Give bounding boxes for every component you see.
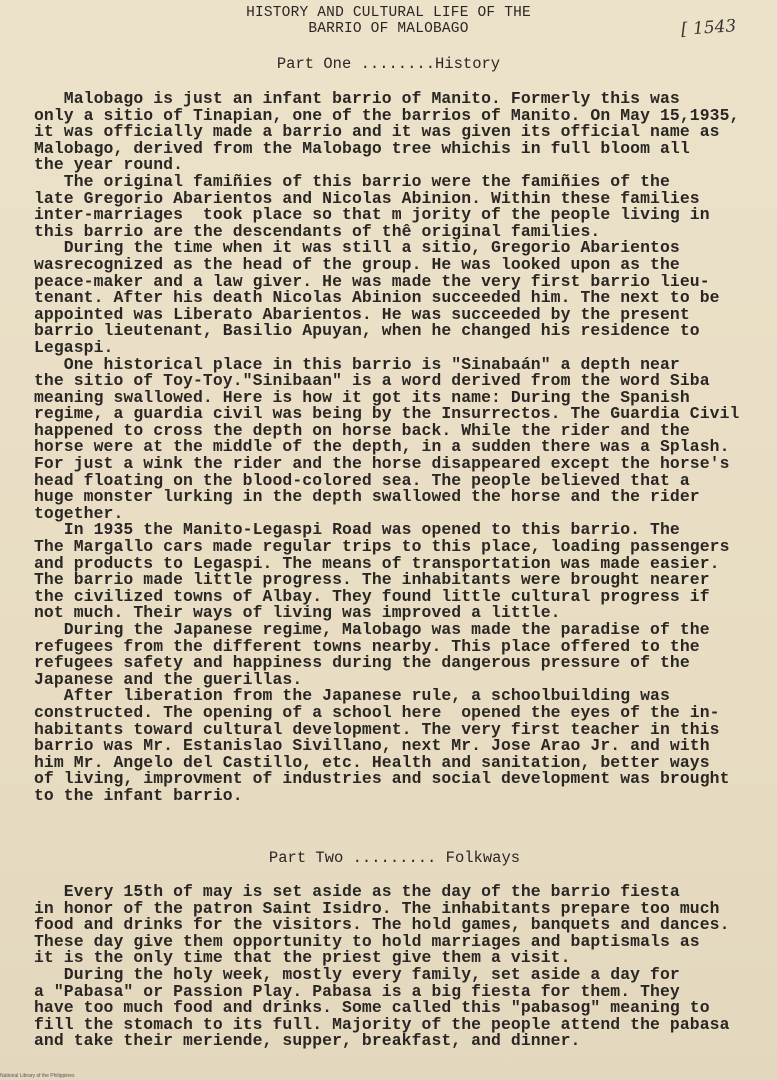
text-line: Japanese and the guerillas. [34, 669, 303, 689]
text-line: habitants toward cultural development. The very first teacher in this [34, 719, 720, 739]
text-line: and take their meriende, supper, breakfast, and dinner. [34, 1031, 581, 1051]
text-line: peace-maker and a law giver. He was made the very first barrio lieu- [34, 271, 710, 291]
text-line: refugees from the different towns nearby. This place offered to the [34, 636, 700, 656]
text-line: During the holy week, mostly every family, set aside a day for [34, 964, 680, 984]
text-line: have too much food and drinks. Some called this "pabasog" meaning to [34, 998, 710, 1018]
handwritten-annotation: [ 1543 [680, 16, 737, 40]
text-line: After liberation from the Japanese rule, a schoolbuilding was [34, 686, 670, 706]
text-line: Legaspi. [34, 337, 114, 357]
text-line: appointed was Liberato Abarientos. He was succeeded by the present [34, 304, 690, 324]
text-line: and products to Legaspi. The means of transportation was made easier. [34, 553, 720, 573]
text-line: barrio lieutenant, Basilio Apuyan, when he changed his residence to [34, 321, 700, 341]
part-one-body [34, 91, 777, 805]
footer-text: National Library of the Philippines [0, 1073, 75, 1079]
text-line: it was officially made a barrio and it was given its official name as [34, 122, 720, 142]
text-line: For just a wink the rider and the horse disappeared except the horse's [34, 454, 730, 474]
text-line: regime, a guardia civil was being by the Insurrectos. The Guardia Civil [34, 404, 740, 424]
text-line: of living, improvment of industries and social development was brought [34, 769, 730, 789]
text-line: The original famiñies of this barrio were the famiñies of the [34, 171, 670, 191]
text-line: food and drinks for the visitors. The hold games, banquets and dances. [34, 915, 730, 935]
text-line: only a sitio of Tinapian, one of the barrios of Manito. On May 15,1935, [34, 105, 740, 125]
text-line: These day give them opportunity to hold marriages and baptismals as [34, 931, 700, 951]
text-line: the year round. [34, 155, 184, 175]
text-line: The Margallo cars made regular trips to this place, loading passengers [34, 537, 730, 557]
text-line: this barrio are the descendants of thê original families. [34, 221, 601, 241]
text-line: The barrio made little progress. The inhabitants were brought nearer [34, 570, 710, 590]
text-line: One historical place in this barrio is "Sinabaán" a depth near [34, 354, 680, 374]
text-line: it is the only time that the priest give them a visit. [34, 948, 571, 968]
text-line: together. [34, 503, 124, 523]
text-line: the sitio of Toy-Toy."Sinibaan" is a word derived from the word Siba [34, 371, 710, 391]
text-line: Malobago is just an infant barrio of Manito. Formerly this was [34, 89, 680, 108]
text-line: him Mr. Angelo del Castillo, etc. Health and sanitation, better ways [34, 752, 710, 772]
text-line: Every 15th of may is set aside as the day of the barrio fiesta [34, 882, 680, 901]
text-line: constructed. The opening of a school here opened the eyes of the in- [34, 702, 720, 722]
text-line: meaning swallowed. Here is how it got its name: During the Spanish [34, 387, 690, 407]
text-line: During the time when it was still a sitio, Gregorio Abarientos [34, 238, 680, 258]
part-two-body [34, 884, 777, 1050]
text-line: barrio was Mr. Estanislao Sivillano, next Mr. Jose Arao Jr. and with [34, 736, 710, 756]
text-line: a "Pabasa" or Passion Play. Pabasa is a big fiesta for them. They [34, 981, 680, 1001]
part-two-heading: Part Two ......... Folkways [268, 849, 521, 867]
text-line: fill the stomach to its full. Majority of the people attend the pabasa [34, 1014, 730, 1034]
text-line: not much. Their ways of living was improved a little. [34, 603, 561, 623]
text-line: During the Japanese regime, Malobago was made the paradise of the [34, 620, 710, 639]
text-line: horse were at the middle of the depth, in a sudden there was a Splash. [34, 437, 730, 457]
text-line: inter-marriages took place so that m jority of the people living in [34, 205, 710, 225]
text-line: to the infant barrio. [34, 785, 243, 805]
part-one-heading: Part One ........History [276, 55, 501, 73]
document-title-line-2: BARRIO OF MALOBAGO [308, 21, 469, 37]
text-line: in honor of the patron Saint Isidro. The inhabitants prepare too much [34, 898, 720, 918]
text-line: refugees safety and happiness during the dangerous pressure of the [34, 653, 690, 673]
text-line: In 1935 the Manito-Legaspi Road was opened to this barrio. The [34, 520, 680, 540]
text-line: the civilized towns of Albay. They found little cultural progress if [34, 586, 710, 606]
text-line: happened to cross the depth on horse back. While the rider and the [34, 420, 690, 440]
text-line: tenant. After his death Nicolas Abinion succeeded him. The next to be [34, 288, 720, 308]
text-line: head floating on the blood-colored sea. The people believed that a [34, 470, 690, 490]
text-line: huge monster lurking in the depth swallowed the horse and the rider [34, 487, 700, 507]
text-line: wasrecognized as the head of the group. He was looked upon as the [34, 254, 680, 274]
text-line: late Gregorio Abarientos and Nicolas Abinion. Within these families [34, 188, 700, 208]
document-title-line-1: HISTORY AND CULTURAL LIFE OF THE [246, 5, 531, 21]
text-line: Malobago, derived from the Malobago tree whichis in full bloom all [34, 138, 690, 158]
